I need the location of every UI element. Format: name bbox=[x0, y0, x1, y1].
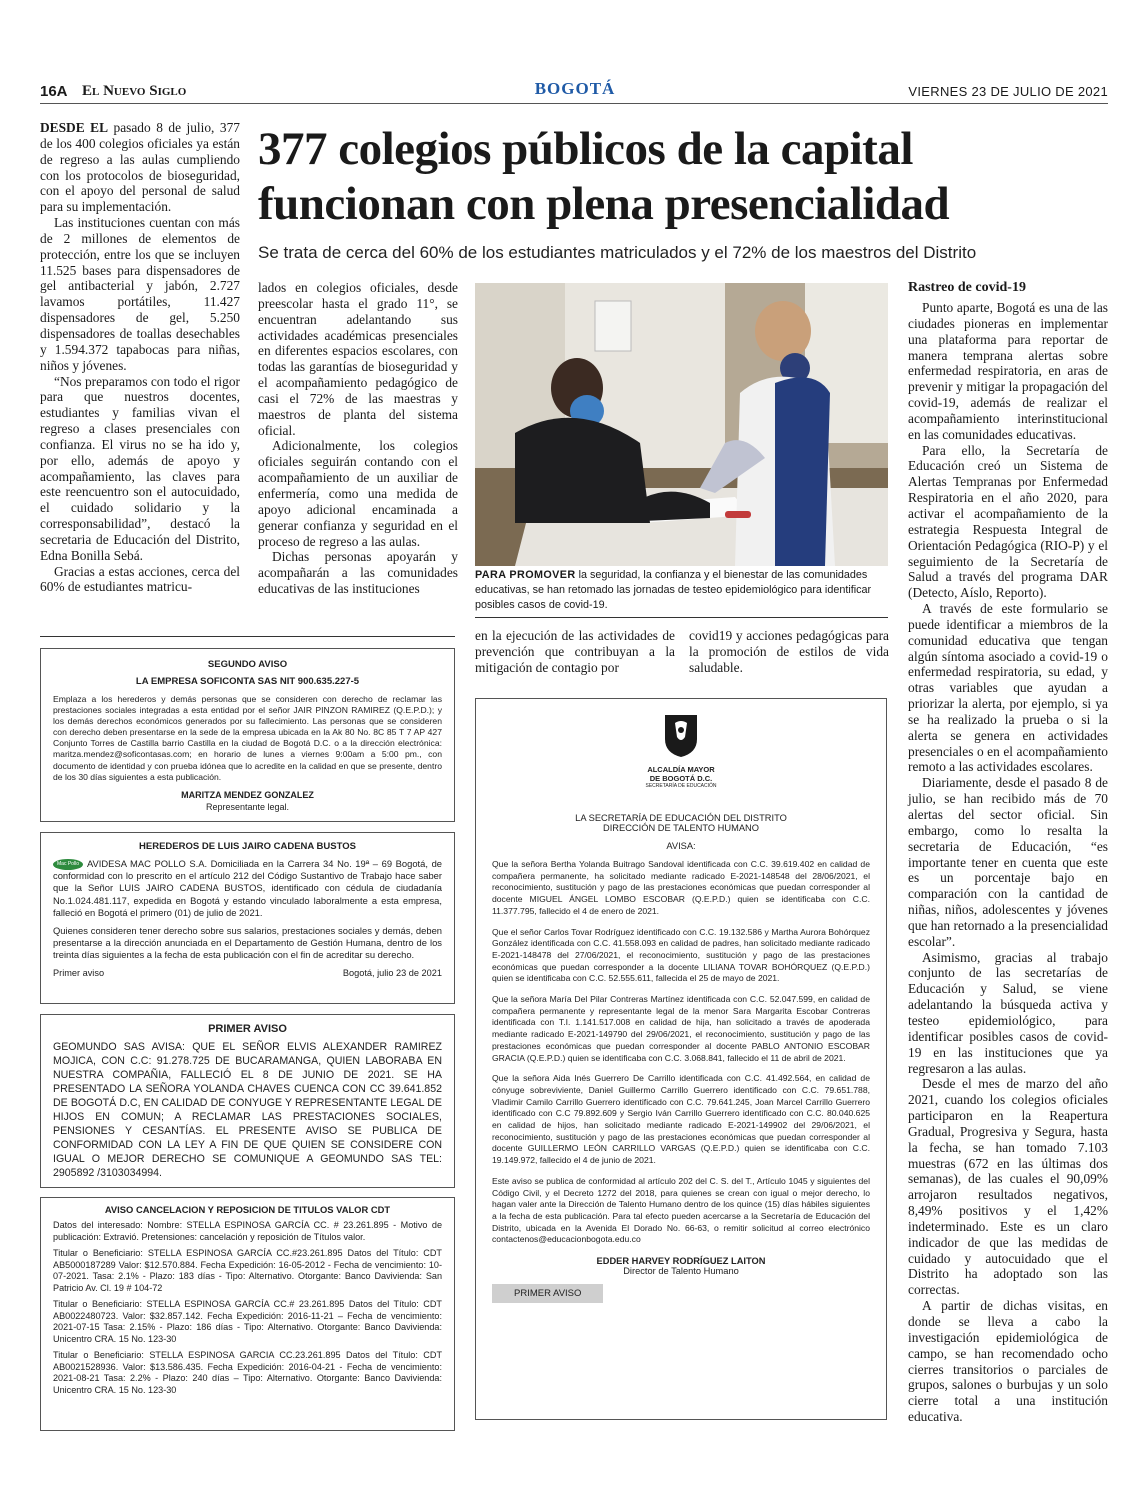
notice-badge: PRIMER AVISO bbox=[492, 1284, 603, 1303]
subsection-heading: Rastreo de covid-19 bbox=[908, 280, 1026, 295]
legal-notice-geomundo bbox=[40, 1014, 455, 1188]
paragraph: Las instituciones cuentan con más de 2 millones de elementos de protección, entre los que se incluyen 11.525 bases para dispensadores de gel antibacterial y jabón, 2.727 lavamos portátiles, 11.427 dispensadores de gel, 5.250 dispensadores de toallas desechables y 1.594.372 tapabocas para niñas, niños y jóvenes. bbox=[40, 215, 240, 373]
notice-body-text: AVIDESA MAC POLLO S.A. Domiciliada en la Carrera 34 No. 19ª – 69 Bogotá, de conformidad con lo prescrito en el artículo 212 del Código Sustantivo de Trabajo hace saber que la Señor LUIS JAIRO CADENA BUSTOS, identificado con cédula de ciudadanía No.1.024.481.117, expedida en Bogotá y estando vinculado laboralmente a esta empresa, falleció en Bogotá el primero (01) de julio de 2021. bbox=[53, 858, 442, 918]
paragraph-text: pasado 8 de julio, 377 de los 400 colegios oficiales ya están de regreso a las aulas cumpliendo con los protocolos de bioseguridad, con el apoyo del personal de salud para su implementación. bbox=[40, 120, 240, 215]
paragraph: A partir de dichas visitas, en donde se lleva a cabo la investigación epidemiológica de campo, se han recomendado ocho cierres transitorios o parciales de grupos, salones o burbujas y un solo cierre total a una institución educativa. bbox=[908, 1298, 1108, 1425]
article-column-2 bbox=[258, 280, 458, 597]
notice-body: Titular o Beneficiario: STELLA ESPINOSA GARCIA CC.23.261.895 Datos del Título: CDT AB0021528936. Valor: $13.586.435. Fecha Expedición: 2016-04-21 - Fecha de vencimiento: 2021-08-21 Tasa: 2.2% - Plazo: 240 días – Tipo: Alternativo. Otorgante: Banco Davivienda: Unicentro CRA. 15 No. 123-30 bbox=[53, 1350, 442, 1395]
paragraph bbox=[40, 120, 240, 215]
article-continuation-b bbox=[689, 628, 889, 676]
paragraph: Adicionalmente, los colegios oficiales seguirán contando con el acompañamiento de un auxiliar de enfermería, como una medida de apoyo adicional encaminada a generar confianza y seguridad en el proceso de regreso a las aulas. bbox=[258, 438, 458, 549]
paragraph: Dichas personas apoyarán y acompañarán a las comunidades educativas de las instituciones bbox=[258, 549, 458, 597]
page-number: 16A bbox=[40, 83, 68, 100]
paragraph: lados en colegios oficiales, desde preescolar hasta el grado 11°, se encuentran adelantando sus actividades académicas presenciales en diferentes espacios escolares, con todas las garantías de bioseguridad y el acompañamiento pedagógico de casi el 72% de las maestras y maestros de planta del sistema oficial. bbox=[258, 280, 458, 438]
caption-text: la seguridad, la confianza y el bienestar de las comunidades educativas, se han retomado las jornadas de testeo epidemiológico para identificar posibles casos de covid-19. bbox=[475, 569, 872, 611]
notice-title: AVISA: bbox=[666, 841, 696, 851]
notice-title: AVISO CANCELACION Y REPOSICION DE TITULOS VALOR CDT bbox=[104, 1204, 391, 1215]
notice-body: GEOMUNDO SAS AVISA: QUE EL SEÑOR ELVIS ALEXANDER RAMIREZ MOJICA, CON C.C: 91.278.725 DE BUCARAMANGA, QUIEN LABORABA EN NUESTRA COMPAÑIA, FALLECIÓ EL 8 DE JUNIO DE 2021. SE HA PRESENTADO LA SEÑORA YOLANDA CHAVES CUENCA CON CC 39.641.852 DE BOGOTÁ D.C, EN CALIDAD DE CONYUGE Y REPRESENTANTE LEGAL DE HIJOS EN COMUN; A RECLAMAR LAS PRESTACIONES SOCIALES, PENSIONES Y CESANTÍAS. EL PRESENTE AVISO SE PUBLICA DE CONFORMIDAD CON LA LEY A FIN DE QUE QUIEN SE CONSIDERE CON IGUAL O MEJOR DERECHO SE COMUNIQUE A GEOMUNDO SAS TEL: 2905892 /3103034994. bbox=[53, 1041, 442, 1179]
photo-caption bbox=[475, 568, 888, 613]
notice-signer-role: Representante legal. bbox=[205, 801, 290, 812]
legal-notice-secretaria-educacion bbox=[475, 698, 887, 1420]
notice-paragraph: Este aviso se publica de conformidad al artículo 202 del C. S. del T., Artículo 1045 y siguientes del Código Civil, y el Decreto 1272 del 2018, para quienes se crean con igual o mejor derecho, lo hagan valer ante la Dirección de Talento Humano dentro de los quince (15) días hábiles siguientes a la fecha de esta publicación. Para tal efecto pueden acercarse a la Secretaría de Educación del Distrito, ubicada en la Avenida El Dorado No. 66-63, o remitir solicitud al correo electrónico contactenos@educacionbogota.edu.co bbox=[492, 1175, 870, 1245]
article-column-3 bbox=[908, 300, 1108, 1425]
notice-body: Quienes consideren tener derecho sobre sus salarios, prestaciones sociales y demás, deben presentarse a la dirección anunciada en el Departamento de Gestión Humana, dentro de los treinta días siguientes a la fecha de esta publicación con el fin de acreditar su derecho. bbox=[53, 925, 442, 961]
notice-paragraph: Que el señor Carlos Tovar Rodríguez identificado con C.C. 19.132.586 y Martha Aurora Bohórquez González identificada con C.C. 41.558.093 en calidad de padres, han solicitado mediante radicado E-2021-148478 del 27/06/2021, el reconocimiento, sustitución y pago de las prestaciones económicas que puedan corresponder a la docente LILIANA TOVAR BOHÓRQUEZ (Q.E.P.D.) quien se identificaba con C.C. 52.555.611, fallecida el 25 de mayo de 2021. bbox=[492, 926, 870, 984]
alcaldia-seal bbox=[492, 713, 870, 813]
bogota-shield-icon bbox=[661, 713, 701, 759]
notice-body: Titular o Beneficiario: STELLA ESPINOSA GARCÍA CC.# 23.261.895 Datos del Título: CDT AB0022480723. Valor: $32.857.142. Fecha Expedición: 2016-11-21 – Fecha de vencimiento: 2021-07-15 Tasa: 2.15% - Plazo: 186 días - Tipo: Alternativo. Otorgante: Banco Davivienda: Unicentro CRA. 15 No. 123-30 bbox=[53, 1299, 442, 1344]
notice-body: Emplaza a los herederos y demás personas que se consideren con derecho de reclamar las prestaciones sociales integradas a esta entidad por el señor JAIR PINZON RAMIREZ (Q.E.P.D.); y los demás derechos económicos generados por su fallecimiento. Las personas que se consideren con derecho deben presentarse en la sede de la empresa ubicada en la Ak 80 No. 8C 85 T 7 AP 427 Conjunto Torres de Castilla barrio Castilla en la ciudad de Bogotá D.C. o a la dirección electrónica: maritza.mendez@soficontasas.com; en horario de lunes a viernes 9:00am a 5:00 pm., con documento de identidad y con prueba idónea que lo acredite en la calidad en que se presente, dentro de los 30 días siguientes a esta publicación. bbox=[53, 694, 442, 782]
caption-rule bbox=[475, 617, 888, 618]
classroom-photo-illustration bbox=[475, 283, 888, 566]
notice-signer-role: Director de Talento Humano bbox=[623, 1266, 739, 1277]
paragraph: Para ello, la Secretaría de Educación creó un Sistema de Alertas Tempranas por Enfermedad Respiratoria en el año 2020, para activar el acompañamiento de la estrategia Respuesta Integral de Orientación Pedagógica (RIO-P) y el seguimiento de la Secretaría de Salud a través del programa DAR (Detecto, Aíslo, Reporto). bbox=[908, 442, 1108, 601]
paragraph: en la ejecución de las actividades de prevención que contribuyan a la mitigación de contagio por bbox=[475, 628, 675, 675]
legal-notice-soficonta bbox=[40, 648, 455, 822]
article-headline: 377 colegios públicos de la capital funcionan con plena presencialidad bbox=[258, 123, 950, 230]
notice-dept: DIRECCIÓN DE TALENTO HUMANO bbox=[603, 823, 759, 833]
notice-title: SEGUNDO AVISO bbox=[207, 659, 288, 670]
article-column-1 bbox=[40, 120, 240, 595]
lead-in: DESDE EL bbox=[40, 120, 109, 135]
legal-notice-mac-pollo bbox=[40, 832, 455, 1004]
paragraph: A través de este formulario se puede identificar a miembros de la comunidad educativa que tengan algún síntoma asociado a covid-19 o enfermedad respiratoria, su edad, y otras variables que ayudan a priorizar la alerta, por ejemplo, si ya se ha realizado la prueba o si la alerta se genera en actividades presenciales o en el acompañamiento remoto a las actividades escolares. bbox=[908, 601, 1108, 775]
newspaper-name: El Nuevo Siglo bbox=[82, 83, 187, 99]
notice-org: LA SECRETARÍA DE EDUCACIÓN DEL DISTRITO bbox=[575, 813, 787, 823]
mac-pollo-logo: Mac Pollo bbox=[53, 859, 83, 870]
paragraph: Punto aparte, Bogotá es una de las ciudades pioneras en implementar una plataforma para reportar de manera temprana alertas sobre enfermedad respiratoria, en aras de prevenir y mitigar la propagación del covid-19, además de realizar el acompañamiento interinstitucional en las comunidades educativas. bbox=[908, 300, 1108, 442]
notice-paragraph: Que la señora Aida Inés Guerrero De Carrillo identificada con C.C. 41.492.564, en calidad de cónyuge sobreviviente, Daniel Guillermo Carrillo Guerrero identificado con C.C. 79.651.788, Vladimir Camilo Carrillo Guerrero identificado con C.C. 79.641.245, Joan Marcel Carrillo Guerrero identificado con C.C 79.892.609 y Sergio Iván Carrillo Guerrero identificado con C.C. 80.040.625 en calidad de hijos, han solicitado mediante radicado E-2021-149902 del 29/06/2021, el reconocimiento, sustitución y pago de las prestaciones económicas que puedan corresponder al docente GUILLERMO LEÓN CARRILLO VARGAS (Q.E.P.D.) quien se identificaba con C.C. 19.149.972, fallecido el 4 de junio de 2021. bbox=[492, 1073, 870, 1166]
notice-subtitle: LA EMPRESA SOFICONTA SAS NIT 900.635.227-5 bbox=[135, 676, 360, 687]
notice-signer: EDDER HARVEY RODRÍGUEZ LAITON bbox=[596, 1256, 766, 1267]
article-subhead: Se trata de cerca del 60% de los estudiantes matriculados y el 72% de los maestros del Distrito bbox=[258, 243, 977, 262]
paragraph: Desde el mes de marzo del año 2021, cuando los colegios oficiales participaron en la Reapertura Gradual, Progresiva y Segura, hasta la fecha, se han tomado 7.103 muestras (672 en las últimas dos semanas), de las cuales el 90,09% arrojaron resultados negativos, 8,49% positivos y el 1,42% indeterminado. Este es un claro indicador de que las medidas de cuidado y autocuidado que el Distrito ha adoptado son las correctas. bbox=[908, 1076, 1108, 1298]
notice-body bbox=[53, 858, 442, 919]
paragraph: Gracias a estas acciones, cerca del 60% de estudiantes matricu- bbox=[40, 563, 240, 595]
seal-line-2: DE BOGOTÁ D.C. bbox=[649, 773, 713, 783]
notice-paragraph: Que la señora María Del Pilar Contreras Martínez identificada con C.C. 52.047.599, en calidad de compañera permanente y representante legal de la menor Sara Margarita Escobar Contreras identificada con T.I. 1.141.517.008 en calidad de hija, han solicitado a través de apoderada mediante radicado E-2021-149790 del 29/06/2021, el reconocimiento, sustitución y pago de las prestaciones económicas que puedan corresponder al docente PABLO ANTONIO ESCOBAR GRACIA (Q.E.P.D.) quien se identificaba con C.C. 3.068.841, fallecido el 11 de abril de 2021. bbox=[492, 994, 870, 1063]
notice-title: PRIMER AVISO bbox=[208, 1023, 287, 1035]
notice-footer-left: Primer aviso bbox=[53, 967, 105, 978]
article-photo bbox=[475, 283, 888, 566]
section-name: BOGOTÁ bbox=[534, 79, 616, 98]
notice-footer bbox=[53, 968, 442, 978]
paragraph: “Nos preparamos con todo el rigor para que nuestros docentes, estudiantes y familias vivan el regreso a clases presenciales con confianza. El virus no se ha ido y, por ello, además de apoyo y acompañamiento, las claves para este reencuentro son el autocuidado, el cuidado solidario y la corresponsabilidad”, destacó la secretaria de Educación del Distrito, Edna Bonilla Sebá. bbox=[40, 373, 240, 563]
seal-line-1: ALCALDÍA MAYOR bbox=[647, 765, 715, 774]
seal-line-3: SECRETARÍA DE EDUCACIÓN bbox=[645, 783, 717, 789]
paragraph: Asimismo, gracias al trabajo conjunto de las secretarías de Educación y Salud, se viene adelantando la búsqueda activa y testeo epidemiológico, para identificar posibles casos de covid-19 en las instituciones que ya regresaron a las aulas. bbox=[908, 949, 1108, 1076]
paragraph: Diariamente, desde el pasado 8 de julio, se han recibido más de 70 alertas del sector oficial. Sin embargo, como lo resalta la secretaria de Educación, “es importante tener en cuenta que este es un porcentaje bajo en comparación con la cantidad de niñas, niños, adolescentes y jóvenes que han retornado a la presencialidad escolar”. bbox=[908, 775, 1108, 949]
notice-signer: MARITZA MENDEZ GONZALEZ bbox=[181, 789, 314, 800]
column-rule bbox=[40, 636, 455, 637]
legal-notice-cdt bbox=[40, 1197, 455, 1431]
caption-lead: PARA PROMOVER bbox=[475, 569, 576, 581]
notice-body: Titular o Beneficiario: STELLA ESPINOSA GARCÍA CC.#23.261.895 Datos del Título: CDT AB5000187289 Valor: $12.570.884. Fecha Expedición: 16-05-2012 - Fecha de vencimiento: 10-07-2021. Tasa: 2.1% - Plazo: 183 días - Tipo: Alternativo. Otorgante: Banco Davivienda: San Patricio Av. Cl. 19 # 104-72 bbox=[53, 1248, 442, 1293]
paragraph: covid19 y acciones pedagógicas para la promoción de estilos de vida saludable. bbox=[689, 628, 889, 675]
notice-title: HEREDEROS DE LUIS JAIRO CADENA BUSTOS bbox=[139, 841, 356, 852]
notice-footer-right: Bogotá, julio 23 de 2021 bbox=[342, 967, 442, 978]
issue-date: VIERNES 23 DE JULIO DE 2021 bbox=[908, 84, 1108, 99]
header-rule bbox=[40, 103, 1108, 104]
article-continuation-a bbox=[475, 628, 675, 676]
notice-paragraph: Que la señora Bertha Yolanda Buitrago Sandoval identificada con C.C. 39.619.402 en calidad de compañera permanente, ha solicitado mediante radicado E-2021-148548 del 28/06/2021, el reconocimiento, sustitución y pago de las prestaciones económicas que puedan corresponder al docente MIGUEL ÁNGEL LOMBO ESCOBAR (Q.E.P.D.) quien se identificaba con C.C. 11.377.795, fallecido el 4 de enero de 2021. bbox=[492, 859, 870, 916]
notice-body: Datos del interesado: Nombre: STELLA ESPINOSA GARCÍA CC. # 23.261.895 - Motivo de publicación: Extravió. Pretensiones: cancelación y reposición de Títulos valor. bbox=[53, 1220, 442, 1242]
